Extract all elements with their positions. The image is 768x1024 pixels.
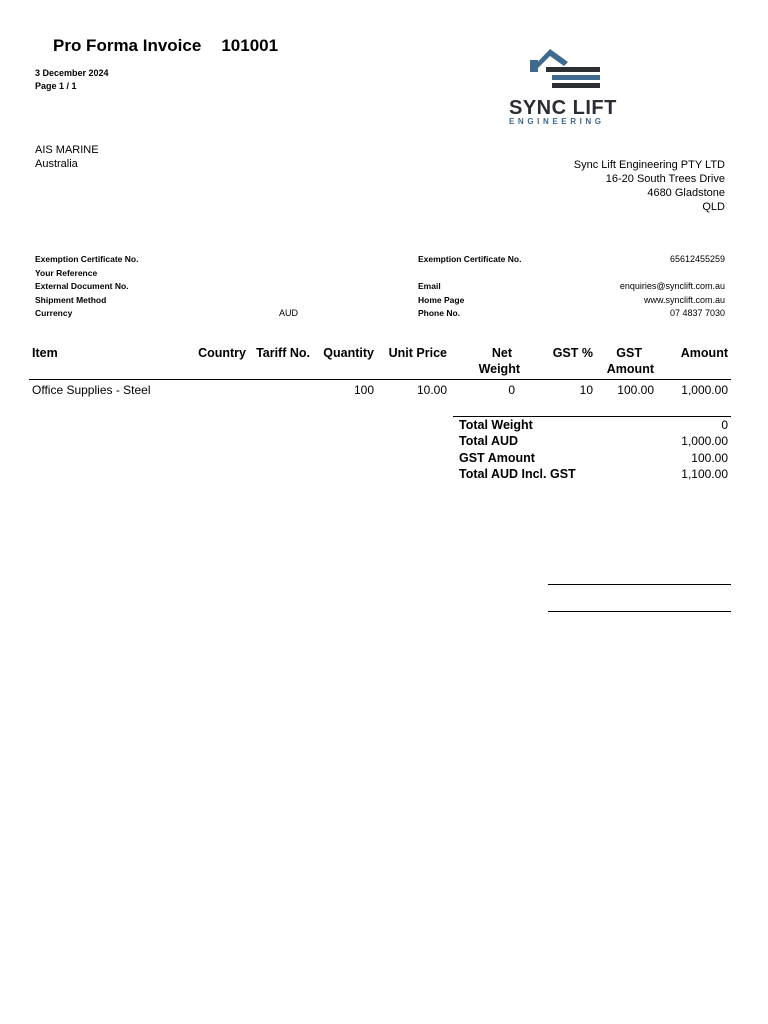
- meta-left-row: [35, 307, 300, 321]
- line-items-table: [29, 343, 731, 400]
- col-net-weight: [450, 343, 523, 380]
- meta-left-row: [35, 267, 300, 281]
- meta-label: Your Reference: [35, 267, 98, 278]
- col-gst-amount-line1: GST: [616, 346, 642, 360]
- table-header-row: [29, 343, 731, 380]
- company-address: [574, 158, 725, 214]
- meta-label: Phone No.: [418, 308, 461, 318]
- totals-block: [453, 416, 731, 482]
- col-unit-price: Unit Price: [377, 343, 450, 380]
- col-net-weight-line2: Weight: [478, 362, 520, 376]
- totals-row: [453, 466, 731, 482]
- col-country: Country: [189, 343, 249, 380]
- cell-quantity: 100: [353, 383, 374, 397]
- meta-label: Home Page: [418, 294, 465, 305]
- phone-value: 07 4837 7030: [669, 308, 725, 318]
- home-page-value[interactable]: www.synclift.com.au: [643, 294, 725, 305]
- meta-left: [35, 253, 300, 321]
- company-state: QLD: [702, 201, 725, 213]
- col-gst-amount: [596, 343, 657, 380]
- total-aud-value: 1,000.00: [681, 434, 728, 449]
- email-value[interactable]: enquiries@synclift.com.au: [619, 281, 725, 291]
- cell-net-weight: 0: [508, 383, 515, 397]
- meta-left-row: [35, 294, 300, 308]
- cell-unit-price: 10.00: [416, 383, 447, 397]
- meta-right-row: [418, 294, 725, 308]
- total-incl-gst-label: Total AUD Incl. GST: [459, 466, 576, 481]
- cell-gst-pct: 10: [579, 383, 593, 397]
- meta-label: Exemption Certificate No.: [35, 254, 139, 264]
- meta-label: Exemption Certificate No.: [418, 254, 522, 264]
- col-item: Item: [29, 343, 189, 380]
- total-incl-gst-value: 1,100.00: [681, 466, 728, 481]
- col-quantity: Quantity: [313, 343, 377, 380]
- exemption-value: 65612455259: [669, 254, 725, 264]
- gst-amount-label: GST Amount: [459, 450, 535, 465]
- invoice-title: [53, 36, 278, 56]
- customer-address: [35, 143, 99, 171]
- meta-right: [418, 253, 725, 321]
- meta-right-row: [418, 280, 725, 294]
- totals-row: [453, 433, 731, 449]
- total-weight-value: 0: [721, 418, 728, 432]
- gst-amount-value: 100.00: [691, 450, 728, 465]
- meta-label: Email: [418, 281, 441, 291]
- company-street: 16-20 South Trees Drive: [605, 173, 725, 185]
- meta-label: Shipment Method: [35, 294, 107, 305]
- meta-right-row: [418, 253, 725, 267]
- cell-amount: 1,000.00: [681, 383, 728, 397]
- company-city: 4680 Gladstone: [647, 187, 725, 199]
- col-gst-amount-line2: Amount: [606, 362, 654, 376]
- meta-right-row: [418, 267, 725, 281]
- company-name: Sync Lift Engineering PTY LTD: [573, 159, 725, 171]
- col-gst-pct: GST %: [523, 343, 596, 380]
- currency-value: AUD: [278, 308, 298, 318]
- meta-right-row: [418, 307, 725, 321]
- customer-country: Australia: [35, 158, 78, 170]
- table-row: [29, 380, 731, 401]
- logo-subtitle: ENGINEERING: [509, 117, 605, 126]
- totals-row: [453, 450, 731, 466]
- total-weight-label: Total Weight: [459, 418, 533, 432]
- totals-row: [453, 417, 731, 433]
- cell-country: [189, 380, 249, 401]
- total-aud-label: Total AUD: [459, 434, 519, 449]
- meta-label: Currency: [35, 308, 73, 318]
- col-net-weight-line1: Net: [491, 346, 512, 360]
- meta-left-row: [35, 280, 300, 294]
- company-logo: [506, 44, 626, 130]
- invoice-date: 3 December 2024: [35, 68, 109, 78]
- col-tariff: Tariff No.: [249, 343, 313, 380]
- cell-gst-amount: 100.00: [617, 383, 654, 397]
- customer-name: AIS MARINE: [35, 144, 99, 156]
- meta-label: External Document No.: [35, 281, 129, 291]
- invoice-title-label: Pro Forma Invoice: [53, 36, 202, 55]
- invoice-number: 101001: [221, 36, 279, 55]
- logo-name: SYNC LIFT: [509, 97, 617, 119]
- meta-left-row: [35, 253, 300, 267]
- signature-line-1: [548, 584, 731, 585]
- col-amount: Amount: [657, 343, 731, 380]
- signature-line-2: [548, 611, 731, 612]
- cell-item: Office Supplies - Steel: [32, 383, 151, 397]
- page-indicator: Page 1 / 1: [35, 81, 77, 91]
- cell-tariff: [249, 380, 313, 401]
